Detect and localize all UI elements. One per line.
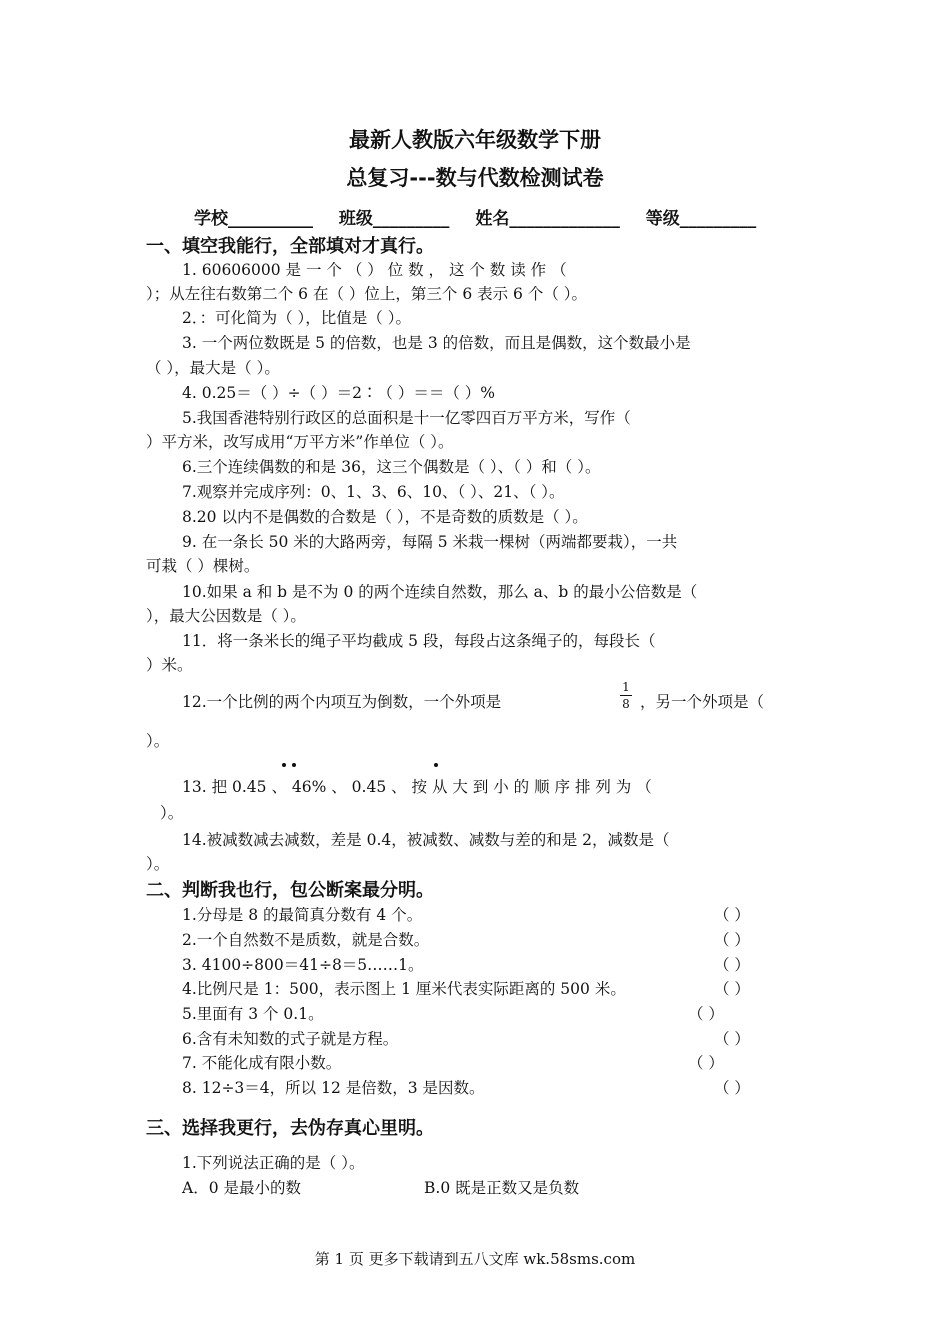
question-5-line-2: ）平方米，改写成用“万平方米”作单位（ ）。	[146, 433, 454, 451]
question-3-line-2: （ ），最大是（ ）。	[146, 359, 280, 377]
question-9-line-1: 9. 在一条长 50 米的大路两旁，每隔 5 米栽一棵树（两端都要栽），一共	[182, 533, 678, 551]
judge-item-2: 2.一个自然数不是质数，就是合数。	[182, 931, 430, 949]
question-5-line-1: 5.我国香港特别行政区的总面积是十一亿零四百万平方米，写作（	[182, 409, 631, 427]
judge-answer-4: （ ）	[714, 980, 750, 998]
judge-item-1: 1.分母是 8 的最简真分数有 4 个。	[182, 906, 423, 924]
repeating-decimal-dot	[282, 763, 286, 767]
question-14-line-1: 14.被减数减去减数，差是 0.4，被减数、减数与差的和是 2，减数是（	[182, 831, 670, 849]
question-1-line-1: 1. 60606000 是 一 个 （ ） 位 数 ， 这 个 数 读 作 （	[182, 261, 567, 279]
question-12-line-2: ）。	[146, 732, 170, 750]
judge-item-6: 6.含有未知数的式子就是方程。	[182, 1030, 399, 1048]
question-10-line-1: 10.如果 a 和 b 是不为 0 的两个连续自然数，那么 a、b 的最小公倍数是（	[182, 583, 698, 601]
question-3-line-1: 3. 一个两位数既是 5 的倍数，也是 3 的倍数，而且是偶数，这个数最小是	[182, 334, 691, 352]
question-12-line-1-end: ，另一个外项是（	[640, 693, 765, 711]
section-2-heading: 二、判断我也行，包公断案最分明。	[146, 880, 434, 901]
name-field: 姓名_____________	[475, 209, 620, 229]
page-footer: 第 1 页 更多下载请到五八文库 wk.58sms.com	[314, 1250, 636, 1268]
question-4: 4. 0.25＝（ ）÷（ ）＝2∶（ ）＝＝（ ）%	[182, 384, 496, 402]
fraction-denominator: 8	[622, 697, 630, 711]
section-3-heading: 三、选择我更行，去伪存真心里明。	[146, 1118, 434, 1139]
judge-answer-8: （ ）	[714, 1079, 750, 1097]
fraction-bar	[620, 695, 632, 696]
question-12-line-1: 12.一个比例的两个内项互为倒数，一个外项是	[182, 693, 502, 711]
class-field: 班级_________	[338, 209, 450, 229]
page-subtitle: 总复习---数与代数检测试卷	[346, 166, 604, 190]
choice-option-b: B.0 既是正数又是负数	[424, 1179, 580, 1197]
judge-answer-2: （ ）	[714, 931, 750, 949]
fraction-one-eighth	[620, 680, 632, 711]
judge-item-8: 8. 12÷3＝4，所以 12 是倍数，3 是因数。	[182, 1079, 485, 1097]
question-11-line-1: 11．将一条米长的绳子平均截成 5 段，每段占这条绳子的，每段长（	[182, 632, 656, 650]
choice-question-1: 1.下列说法正确的是（ ）。	[182, 1154, 365, 1172]
judge-answer-1: （ ）	[714, 906, 750, 924]
grade-field: 等级_________	[645, 209, 757, 229]
judge-answer-6: （ ）	[714, 1030, 750, 1048]
judge-item-4: 4.比例尺是 1：500，表示图上 1 厘米代表实际距离的 500 米。	[182, 980, 626, 998]
question-11-line-2: ）米。	[146, 656, 193, 674]
question-13-line-2: ）。	[160, 804, 184, 822]
question-1-line-2: ）；从左往右数第二个 6 在（ ）位上，第三个 6 表示 6 个（ ）。	[146, 285, 588, 303]
repeating-decimal-dot	[434, 763, 438, 767]
fraction-numerator: 1	[622, 680, 630, 694]
question-14-line-2: ）。	[146, 855, 170, 873]
question-6: 6.三个连续偶数的和是 36，这三个偶数是（ ）、（ ）和（ ）。	[182, 458, 601, 476]
question-9-line-2: 可栽（ ）棵树。	[146, 557, 260, 575]
judge-item-3: 3. 4100÷800＝41÷8＝5……1。	[182, 956, 424, 974]
repeating-decimal-dot	[292, 763, 296, 767]
section-1-heading: 一、填空我能行，全部填对才真行。	[146, 236, 434, 257]
judge-answer-7: （ ）	[688, 1054, 724, 1072]
judge-answer-5: （ ）	[688, 1005, 724, 1023]
page-title: 最新人教版六年级数学下册	[349, 128, 601, 152]
school-field: 学校__________	[194, 209, 313, 229]
judge-answer-3: （ ）	[714, 956, 750, 974]
question-7: 7.观察并完成序列：0、1、3、6、10、（ ）、21、（ ）。	[182, 483, 565, 501]
question-13-line-1: 13. 把 0.45 、 46% 、 0.45 、 按 从 大 到 小 的 顺 序 排 列 为 （	[182, 778, 652, 796]
student-info-line	[194, 204, 776, 229]
question-10-line-2: ），最大公因数是（ ）。	[146, 607, 306, 625]
judge-item-5: 5.里面有 3 个 0.1。	[182, 1005, 324, 1023]
question-8: 8.20 以内不是偶数的合数是（ ），不是奇数的质数是（ ）。	[182, 508, 588, 526]
choice-option-a: A．0 是最小的数	[182, 1179, 301, 1197]
judge-item-7: 7. 不能化成有限小数。	[182, 1054, 342, 1072]
question-2: 2．：可化简为（ ），比值是（ ）。	[182, 309, 411, 327]
